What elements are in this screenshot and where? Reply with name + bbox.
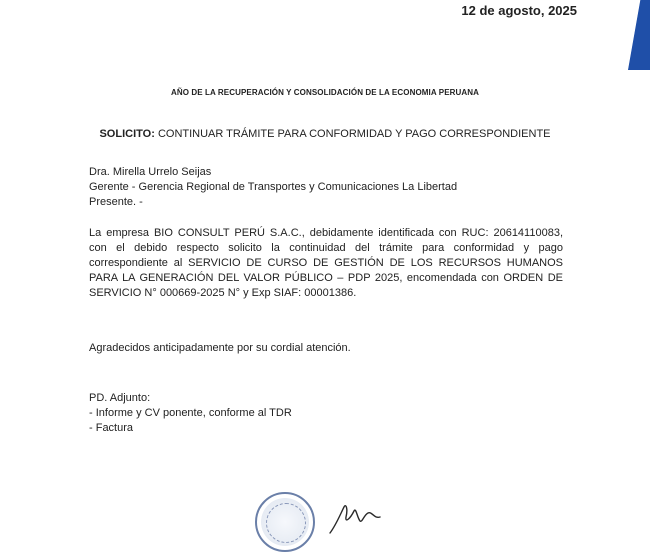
letter-body: La empresa BIO CONSULT PERÚ S.A.C., debidamente identificada con RUC: 20614110083, con el debido respecto solicito la continuidad del trámite para conformidad y pago correspondiente al SERVICIO DE CURSO DE GESTIÓN DE LOS RECURSOS HUMANOS PARA LA GENERACIÓN DEL VALOR PÚBLICO – PDP 2025, encomendada con ORDEN DE SERVICIO N° 000669-2025 N° y Exp SIAF: 00001386. <box>89 227 563 299</box>
company-seal-icon <box>255 492 315 552</box>
addressee-greeting: Presente. - <box>89 196 143 208</box>
corner-accent-bar <box>616 0 650 70</box>
signature-icon <box>326 495 386 537</box>
addressee-position: Gerente - Gerencia Regional de Transportes y Comunicaciones La Libertad <box>89 181 458 193</box>
attachments-title: PD. Adjunto: <box>89 392 151 404</box>
attachments-block <box>89 391 292 436</box>
year-heading: AÑO DE LA RECUPERACIÓN Y CONSOLIDACIÓN DE LA ECONOMIA PERUANA <box>170 88 480 97</box>
subject-text: CONTINUAR TRÁMITE PARA CONFORMIDAD Y PAGO CORRESPONDIENTE <box>157 128 551 140</box>
seal-inner-ring <box>266 503 306 543</box>
attachment-item: - Factura <box>89 422 134 434</box>
addressee-name: Dra. Mirella Urrelo Seijas <box>89 166 212 178</box>
attachment-item: - Informe y CV ponente, conforme al TDR <box>89 407 292 419</box>
addressee-block <box>89 165 569 210</box>
closing-thanks: Agradecidos anticipadamente por su cordial atención. <box>89 342 351 354</box>
subject-label: SOLICITO: <box>99 128 155 140</box>
letter-date: 12 de agosto, 2025 <box>461 3 577 18</box>
subject-line <box>0 128 650 140</box>
